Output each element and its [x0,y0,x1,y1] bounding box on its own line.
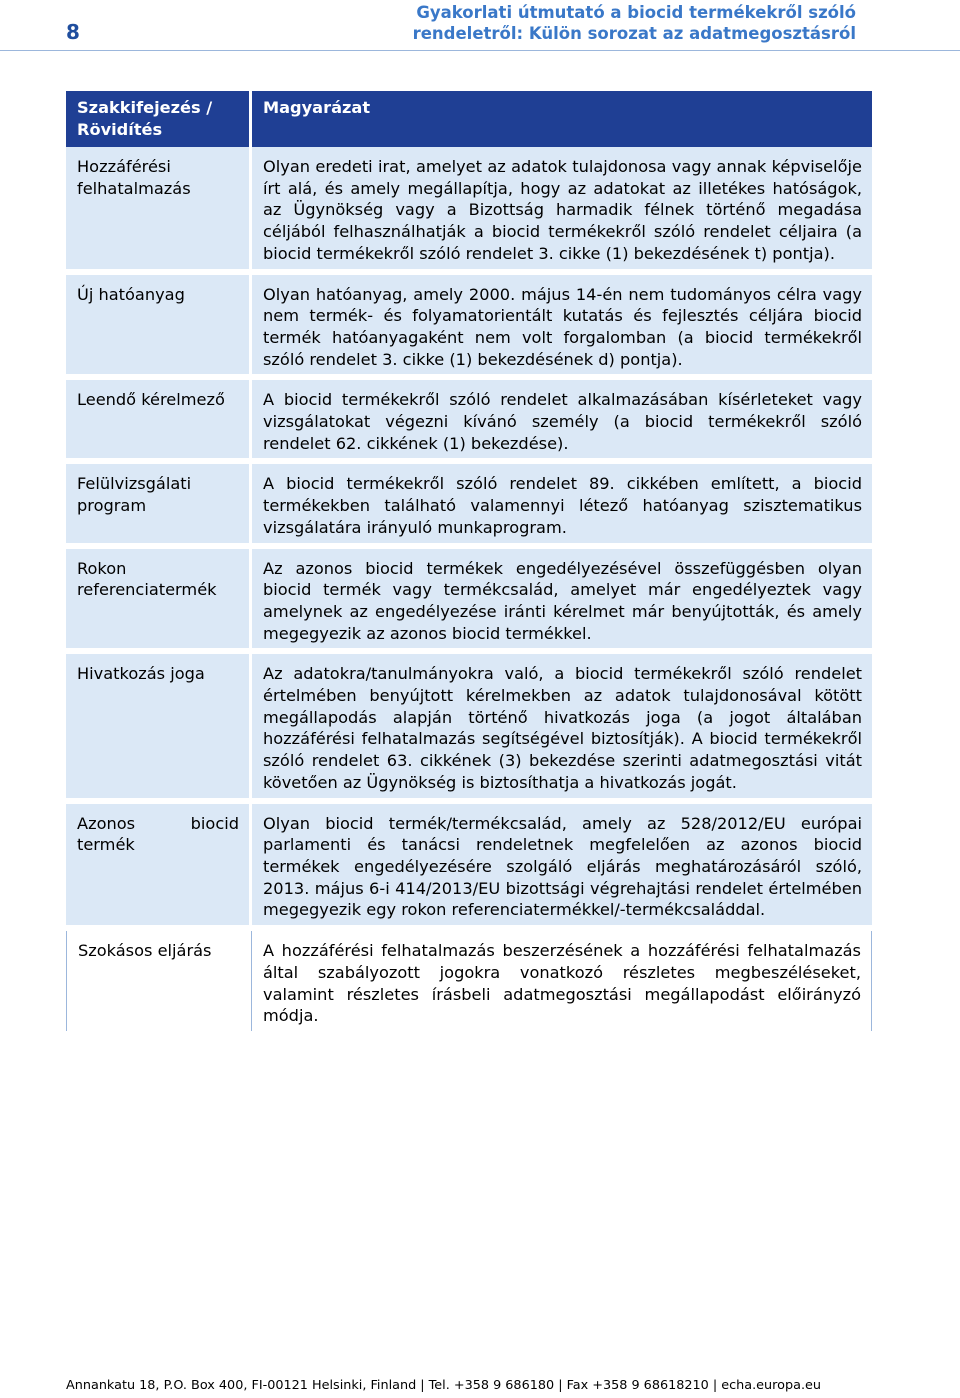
column-header-explanation: Magyarázat [252,91,872,147]
term-cell: Szokásos eljárás [66,931,252,1031]
column-header-term: Szakkifejezés / Rövidítés [66,91,252,147]
term-cell: Leendő kérelmező [66,380,252,464]
explanation-cell: A biocid termékekről szóló rendelet 89. cikkében említett, a biocid termékekben található valamennyi létező hatóanyag szisztematikus vizsgálatára irányuló munkaprogram. [252,464,872,548]
table-row [66,654,872,803]
table-row [66,380,872,464]
term-word: biocid [190,813,239,833]
table-row [66,147,872,275]
explanation-cell: A biocid termékekről szóló rendelet alkalmazásában kísérleteket vagy vizsgálatokat végezni kívánó személy (a biocid termékekről szóló rendelet 62. cikkének (1) bekezdése). [252,380,872,464]
explanation-cell: A hozzáférési felhatalmazás beszerzésének a hozzáférési felhatalmazás által szabályozott jogokra vonatkozó részletes megbeszéléseket, valamint részletes írásbeli adatmegosztási megállapodást előirányzó módja. [252,931,872,1031]
document-title: Gyakorlati útmutató a biocid termékekről szóló rendeletről: Külön sorozat az adatmegosztásról [412,3,856,43]
page-number: 8 [66,20,80,44]
explanation-cell: Olyan hatóanyag, amely 2000. május 14-én nem tudományos célra vagy nem termék- és folyamatorientált kutatás és fejlesztés céljára biocid termék hatóanyagaként nem volt forgalomban (a biocid termékekről szóló rendelet 3. cikke (1) bekezdésének d) pontja). [252,275,872,381]
table-header-row [66,91,872,147]
explanation-cell: Az adatokra/tanulmányokra való, a biocid termékekről szóló rendelet értelmében benyújtott kérelmekben az adatok tulajdonosával kötött megállapodás alapján történő hivatkozás joga (a jogot általában hozzáférési felhatalmazás segítségével biztosítják). A biocid termékekről szóló rendelet 63. cikkének (3) bekezdése szerinti adatmegosztási vitát követően az Ügynökség is biztosíthatja a hivatkozás jogát. [252,654,872,803]
term-cell: Rokon referenciatermék [66,549,252,655]
term-cell: Felülvizsgálati program [66,464,252,548]
table-row [66,549,872,655]
footer-address: Annankatu 18, P.O. Box 400, FI-00121 Helsinki, Finland | Tel. +358 9 686180 | Fax +358 9 68618210 | echa.europa.eu [66,1378,821,1393]
term-cell [66,804,252,932]
term-cell: Új hatóanyag [66,275,252,381]
header-divider [0,50,960,51]
table-row [66,804,872,932]
term-word: Azonos [77,813,136,833]
term-word: termék [77,835,135,855]
table-row [66,275,872,381]
term-cell: Hivatkozás joga [66,654,252,803]
table-row [66,931,872,1031]
glossary-table [66,91,872,1031]
table-row [66,464,872,548]
explanation-cell: Olyan biocid termék/termékcsalád, amely az 528/2012/EU európai parlamenti és tanácsi rendeletnek megfelelően az azonos biocid termékek engedélyezésére szolgáló eljárás meghatározásáról szóló, 2013. május 6-i 414/2013/EU bizottsági végrehajtási rendelet értelmében megegyezik egy rokon referenciatermékkel/-termékcsaláddal. [252,804,872,932]
explanation-cell: Olyan eredeti irat, amelyet az adatok tulajdonosa vagy annak képviselője írt alá, és amely megállapítja, hogy az adatokat az illetékes hatóságok, az Ügynökség vagy a Bizottság harmadik félnek történő megadása céljából felhasználhatják a biocid termékekről szóló rendelet céljaira (a biocid termékekről szóló rendelet 3. cikke (1) bekezdésének t) pontja). [252,147,872,275]
term-cell: Hozzáférési felhatalmazás [66,147,252,275]
explanation-cell: Az azonos biocid termékek engedélyezésével összefüggésben olyan biocid termék vagy termékcsalád, amelyet már engedélyeztek vagy amelynek az engedélyezése iránti kérelmet már benyújtották, és amely megegyezik az azonos biocid termékkel. [252,549,872,655]
